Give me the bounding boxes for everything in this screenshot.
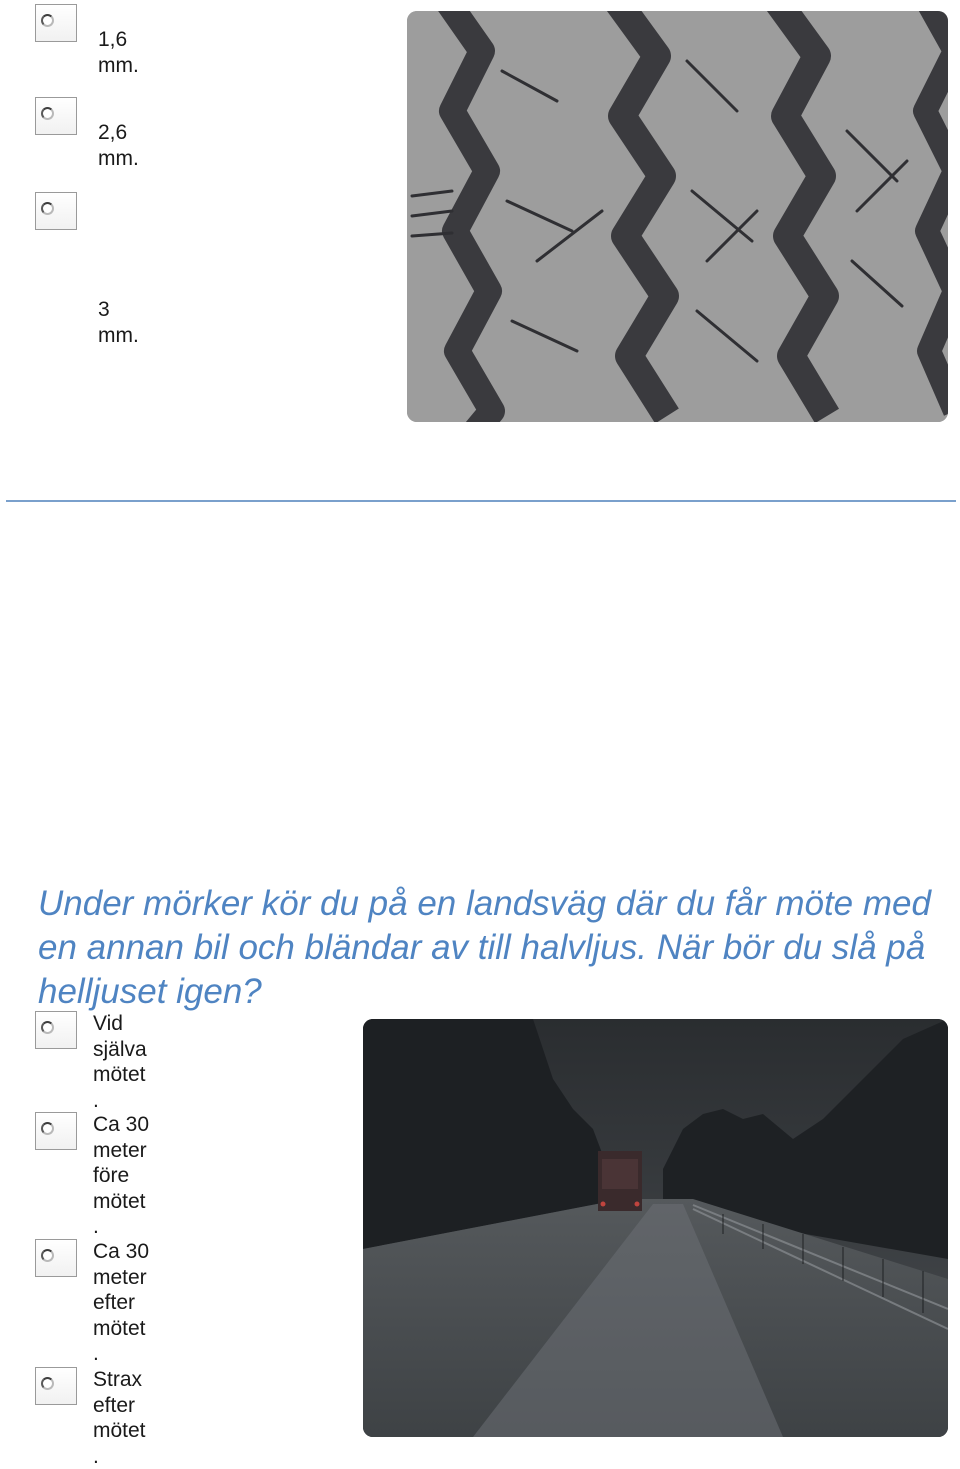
radio-circle-icon xyxy=(41,14,54,27)
option-label-30m-efter-motet: Ca 30 meter efter mötet . xyxy=(93,1240,150,1365)
option-label-strax-efter-motet: Strax efter mötet . xyxy=(93,1368,146,1468)
radio-option-2-6mm[interactable] xyxy=(35,97,77,135)
question-text: Under mörker kör du på en landsväg där du får möte med en annan bil och bländar av till halvljus. När bör du slå på helljuset igen? xyxy=(38,884,931,1011)
radio-option-strax-efter-motet[interactable] xyxy=(35,1367,77,1405)
radio-circle-icon xyxy=(41,1377,54,1390)
radio-option-30m-efter-motet[interactable] xyxy=(35,1239,77,1277)
radio-circle-icon xyxy=(41,1021,54,1034)
radio-circle-icon xyxy=(41,1249,54,1262)
option-label-vid-sjalva-motet: Vid själva mötet . xyxy=(93,1012,147,1112)
radio-option-30m-fore-motet[interactable] xyxy=(35,1112,77,1150)
tire-tread-image xyxy=(407,11,948,422)
radio-option-3mm[interactable] xyxy=(35,192,77,230)
option-label-3mm: 3 mm. xyxy=(98,298,139,347)
option-label-1-6mm: 1,6 mm. xyxy=(98,28,139,77)
radio-circle-icon xyxy=(41,202,54,215)
option-label-2-6mm: 2,6 mm. xyxy=(98,121,139,170)
radio-circle-icon xyxy=(41,1122,54,1135)
night-road-truck-image xyxy=(363,1019,948,1437)
radio-option-vid-sjalva-motet[interactable] xyxy=(35,1011,77,1049)
radio-circle-icon xyxy=(41,107,54,120)
radio-option-1-6mm[interactable] xyxy=(35,4,77,42)
option-label-30m-fore-motet: Ca 30 meter före mötet . xyxy=(93,1113,150,1238)
section-divider xyxy=(6,500,956,502)
